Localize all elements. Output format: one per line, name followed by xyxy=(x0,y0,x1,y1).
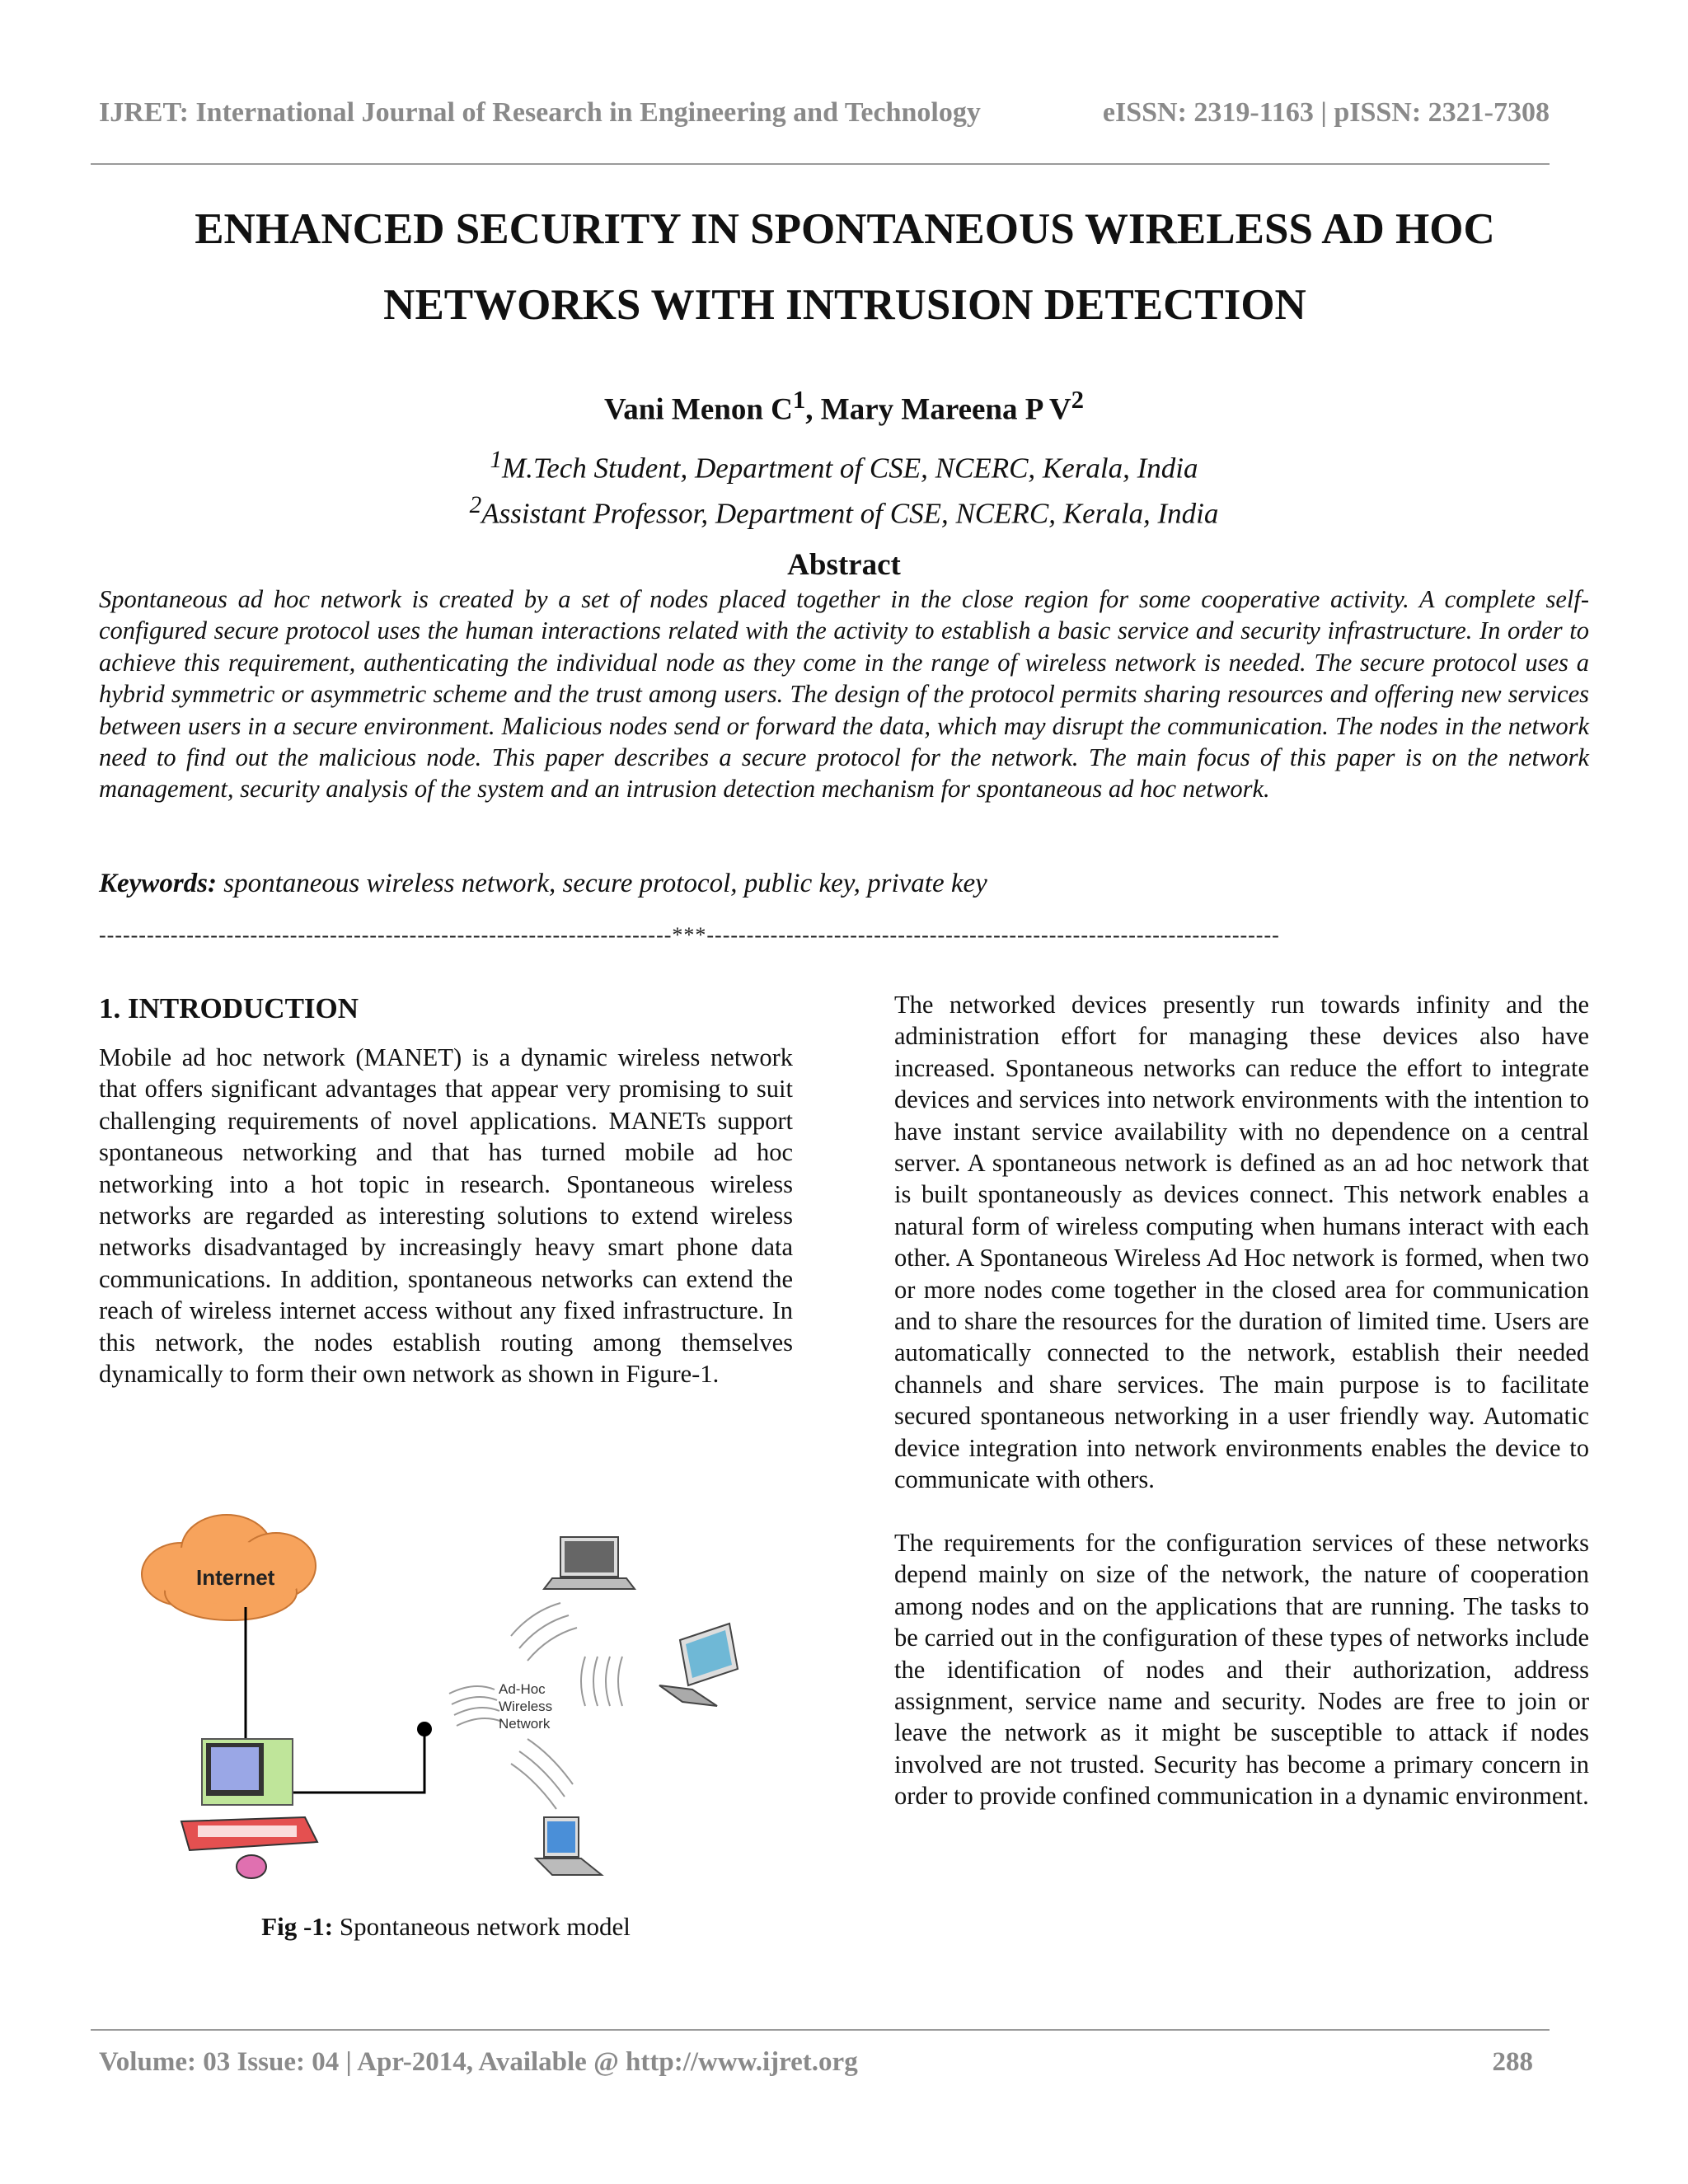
caption-text: Spontaneous network model xyxy=(333,1912,631,1941)
running-header xyxy=(99,97,1550,129)
author-2: Mary Mareena P V xyxy=(820,392,1071,427)
intro-paragraph-2: The networked devices presently run towards infinity and the administration effort for managing these devices also have increased. Spontaneous networks can reduce the effort to integrate devices and services into network environments with the intention to have instant service availability with no dependence on a central server. A spontaneous network is defined as an ad hoc network that is built spontaneously as devices connect. This network enables a natural form of wireless computing when humans interact with each other. A Spontaneous Wireless Ad Hoc network is formed, when two or more nodes come together in the closed area for communication and to share the resources for the duration of limited time. Users are automatically connected to the network, establish their needed channels and share services. The main purpose is to facilitate secured spontaneous networking in a user friendly way. Automatic device integration into network environments enables the device to communicate with others. xyxy=(894,991,1589,1494)
affiliation-2-sup: 2 xyxy=(469,491,482,518)
page-number: 288 xyxy=(1492,2047,1533,2077)
volume-info: Volume: 03 Issue: 04 | Apr-2014, Available @ http://www.ijret.org xyxy=(99,2047,858,2077)
issn: eISSN: 2319-1163 | pISSN: 2321-7308 xyxy=(1102,97,1550,128)
author-separator: , xyxy=(805,392,821,427)
author-1: Vani Menon C xyxy=(603,392,793,427)
right-column xyxy=(894,989,1589,1812)
figure-caption xyxy=(99,1912,793,1942)
caption-label: Fig -1: xyxy=(261,1912,334,1941)
adhoc-label-1: Ad-Hoc xyxy=(499,1681,546,1697)
section-separator: ------------------------------------------------------------------------***------------------------------------------------------------------------ xyxy=(99,923,1280,947)
title-line-1: ENHANCED SECURITY IN SPONTANEOUS WIRELESS AD HOC xyxy=(195,205,1495,253)
author-2-sup: 2 xyxy=(1071,386,1085,414)
affiliation-1 xyxy=(0,442,1688,487)
abstract-body xyxy=(99,583,1589,805)
adhoc-label-3: Network xyxy=(499,1716,551,1732)
laptop-icon-right xyxy=(659,1624,738,1706)
keywords xyxy=(99,869,1589,899)
internet-label: Internet xyxy=(196,1565,275,1590)
figure-network-model xyxy=(124,1500,775,1896)
header-rule xyxy=(91,163,1550,165)
affiliation-1-text: M.Tech Student, Department of CSE, NCERC, Kerala, India xyxy=(502,452,1198,485)
authors xyxy=(0,386,1688,427)
running-footer xyxy=(99,2047,1533,2078)
laptop-icon-bottom xyxy=(536,1817,602,1875)
intro-paragraph-3: The requirements for the configuration services of these networks depend mainly on size of the network, the nature of cooperation among nodes and on the applications that are running. The tasks to be carried out in the configuration of these types of networks include the identification of nodes and their authorization, address assignment, service name and security. Nodes are free to join or leave the network as it might be susceptible to attack if nodes involved are not trusted. Security has become a primary concern in order to provide confined communication in a dynamic environment. xyxy=(894,1528,1589,1811)
affiliation-1-sup: 1 xyxy=(490,447,503,473)
abstract-text: Spontaneous ad hoc network is created by a set of nodes placed together in the close region for some cooperative activity. A complete self-configured secure protocol uses the human interactions related with the activity to establish a basic service and security infrastructure. In order to achieve this requirement, authenticating the individual node as they come in the range of wireless network is needed. The secure protocol uses a hybrid symmetric or asymmetric scheme and the trust among users. The design of the protocol permits sharing resources and offering new services between users in a secure environment. Malicious nodes send or forward the data, which may disrupt the communication. The nodes in the network need to find out the malicious node. This paper describes a secure protocol for the network. The main focus of this paper is on the network management, security analysis of the system and an intrusion detection mechanism for spontaneous ad hoc network. xyxy=(99,585,1589,804)
laptop-icon-top xyxy=(544,1537,635,1589)
desktop-computer-icon xyxy=(181,1739,317,1878)
adhoc-label-2: Wireless xyxy=(499,1699,553,1714)
abstract-heading: Abstract xyxy=(787,548,901,582)
affiliation-2 xyxy=(0,487,1688,532)
antenna-icon xyxy=(417,1722,432,1736)
intro-paragraph-1: Mobile ad hoc network (MANET) is a dynamic wireless network that offers significant advantages that appear very promising to suit challenging requirements of novel applications. MANETs support spontaneous networking and that has turned mobile ad hoc networking into a hot topic in research. Spontaneous wireless networks are regarded as interesting solutions to extend wireless networks disadvantaged by increasingly heavy smart phone data communications. In addition, spontaneous networks can extend the reach of wireless internet access without any fixed infrastructure. In this network, the nodes establish routing among themselves dynamically to form their own network as shown in Figure-1. xyxy=(99,1043,793,1389)
keywords-text: spontaneous wireless network, secure protocol, public key, private key xyxy=(217,869,987,898)
left-column xyxy=(99,1042,793,1390)
journal-name: IJRET: International Journal of Research in Engineering and Technology xyxy=(99,97,981,128)
keywords-label: Keywords: xyxy=(99,869,217,898)
section-heading-introduction: 1. INTRODUCTION xyxy=(99,992,359,1024)
footer-rule xyxy=(91,2029,1550,2031)
affiliations xyxy=(0,442,1688,532)
paper-title xyxy=(99,191,1591,343)
author-1-sup: 1 xyxy=(792,386,806,414)
title-line-2: NETWORKS WITH INTRUSION DETECTION xyxy=(383,281,1306,329)
affiliation-2-text: Assistant Professor, Department of CSE, NCERC, Kerala, India xyxy=(481,497,1219,530)
